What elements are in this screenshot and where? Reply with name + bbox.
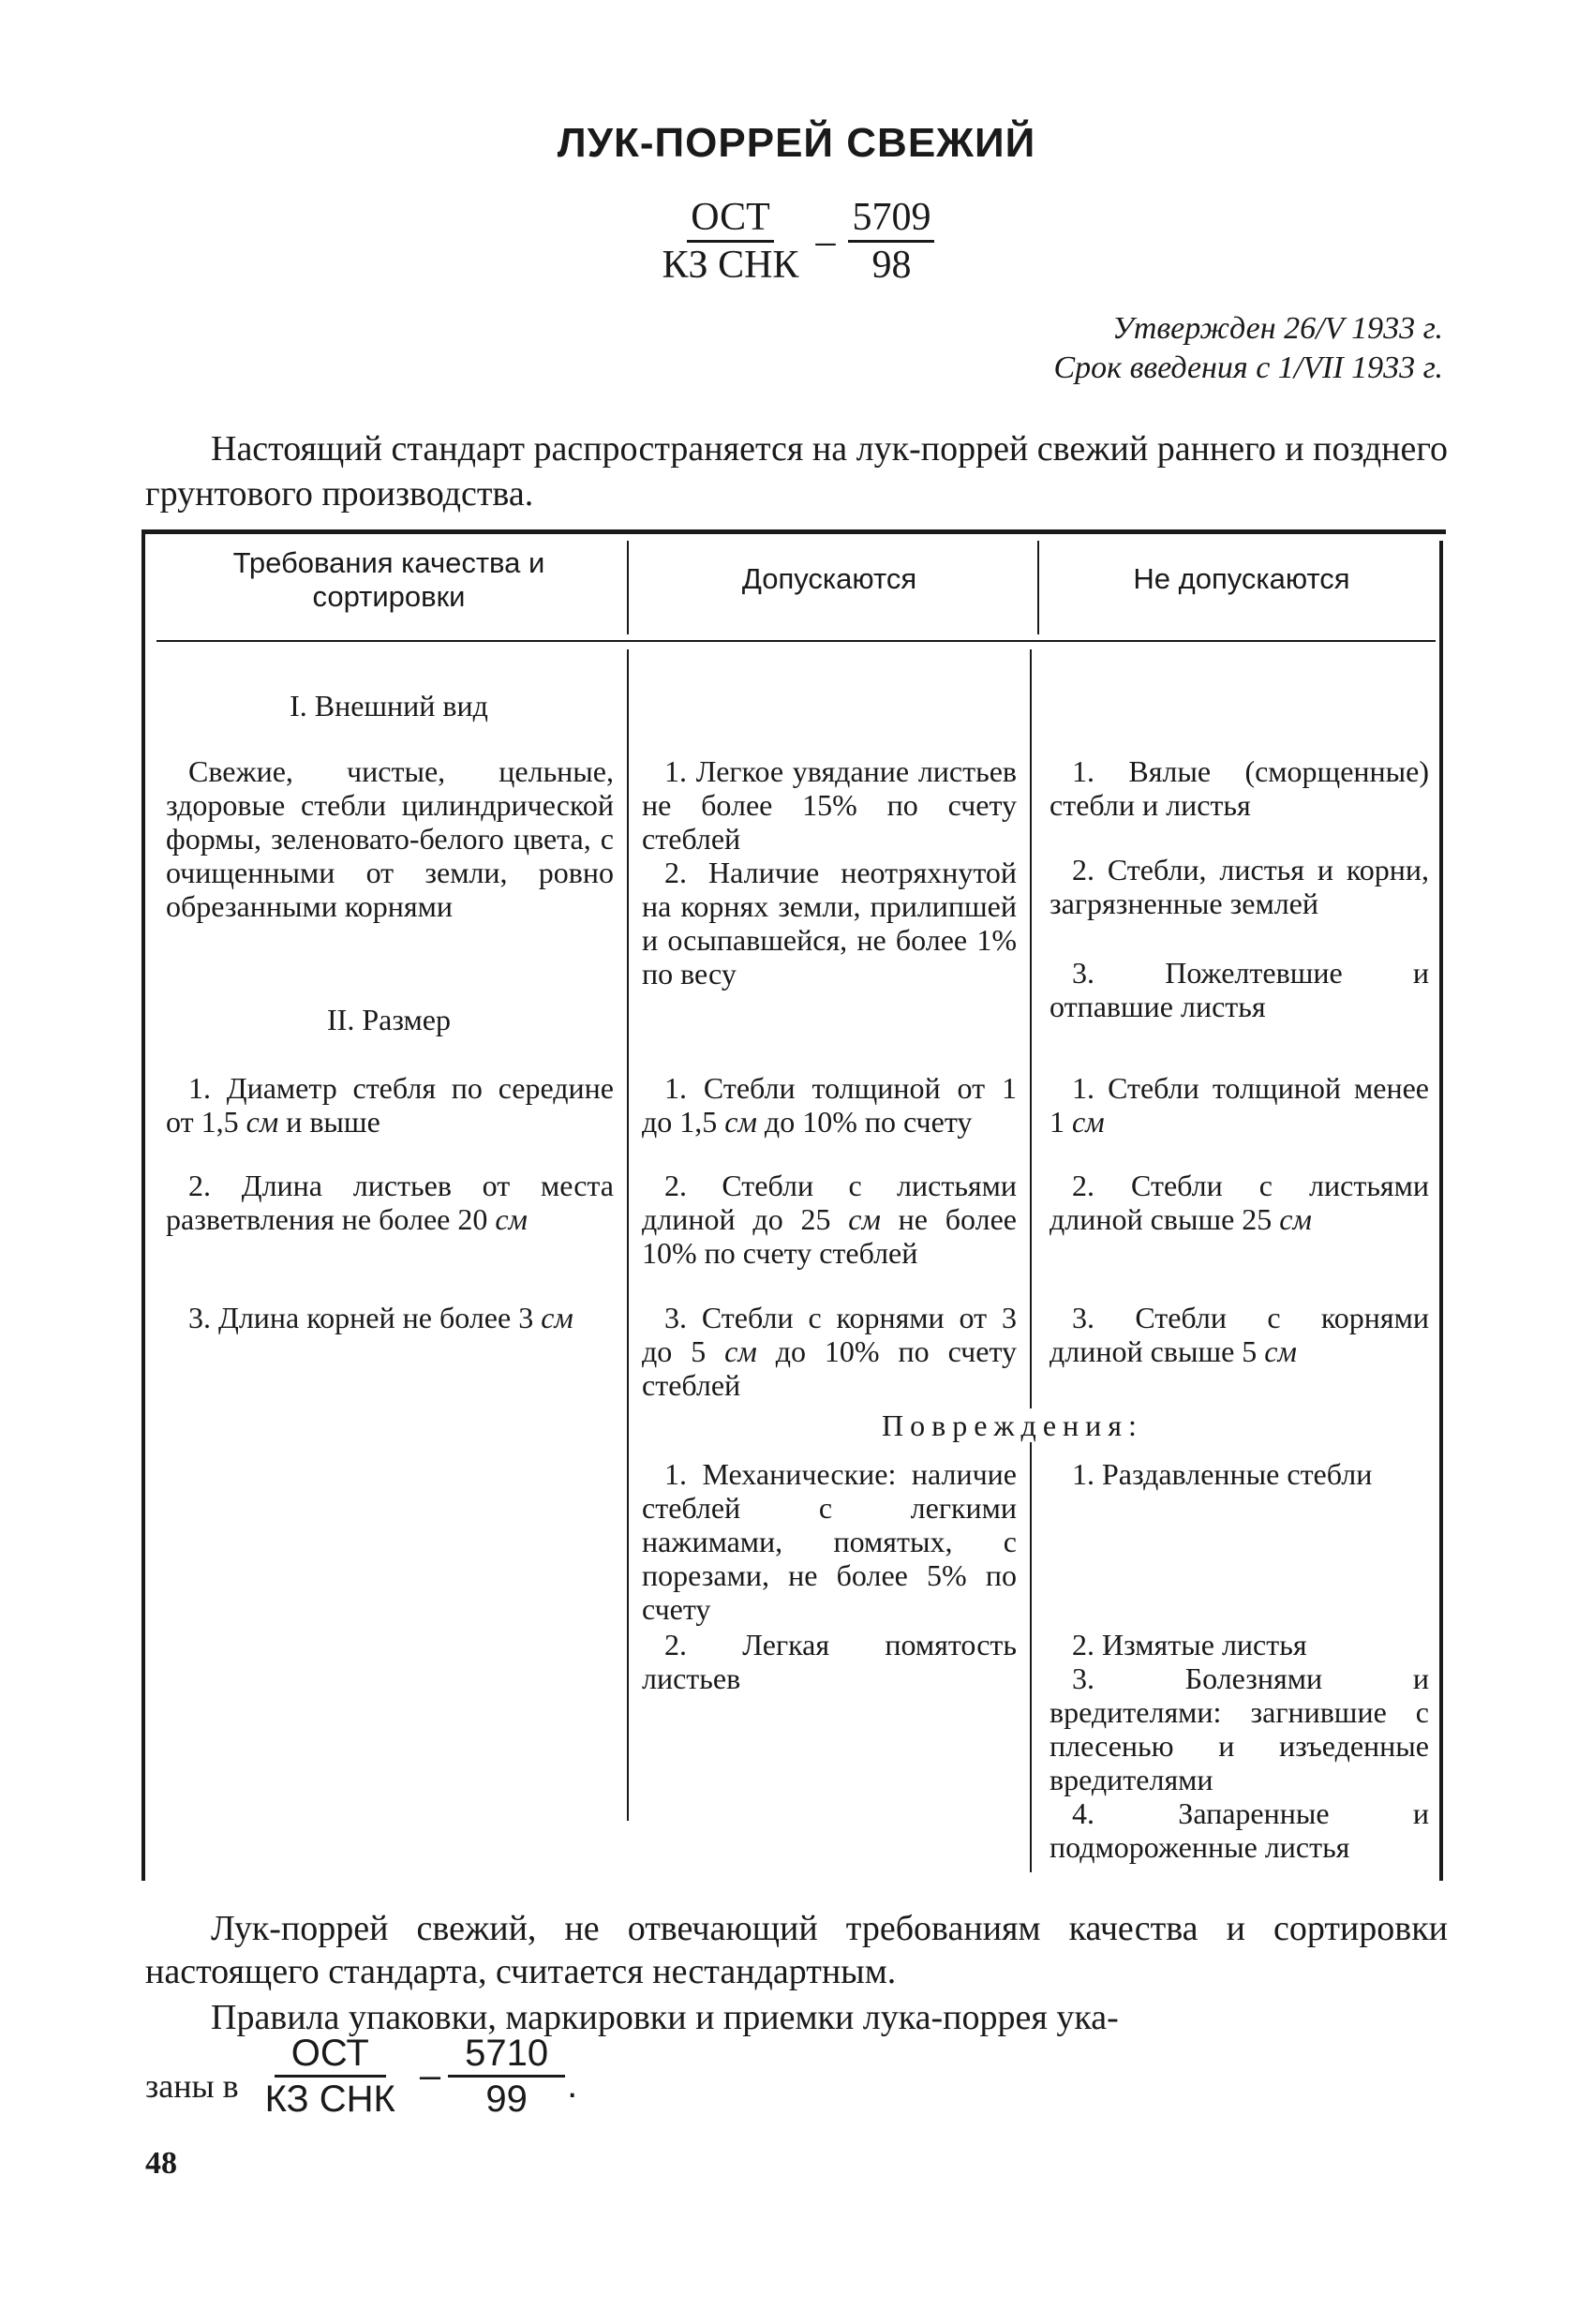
size-not-allowed-1-text: 1. Стебли толщиной менее 1 (1050, 1071, 1429, 1139)
table-column-divider-1 (627, 541, 629, 634)
reference-end: . (567, 2064, 578, 2106)
size-allowed-1-tail: до 10% по счету (756, 1105, 973, 1139)
reference-left-fraction (248, 2034, 412, 2119)
reference-right-fraction (448, 2034, 565, 2119)
size-allowed-3 (642, 1301, 1017, 1402)
table-column-divider-2b (1030, 649, 1032, 1872)
section-1-not-allowed-3: 3. Пожелтевшие и отпавшие листья (1050, 956, 1429, 1023)
size-not-allowed-1 (1050, 1071, 1429, 1139)
size-allowed-1 (642, 1071, 1017, 1139)
effective-date: Срок введения с 1/VII 1933 г. (1053, 350, 1443, 385)
section-1-allowed-2: 2. Наличие неотряхнутой на корнях земли, прилипшей и осыпавшейся, не более 1% по весу (642, 856, 1017, 991)
packaging-paragraph: Правила упаковки, маркировки и приемки лука-поррея ука- (211, 1998, 1119, 2037)
size-allowed-3-text: 3. Стебли с корнями от 3 до 5 (642, 1301, 1017, 1368)
damage-not-allowed-4: 4. Запаренные и подмороженные листья (1050, 1796, 1429, 1864)
section-2-title: II. Размер (327, 1003, 451, 1036)
standard-code-left-denominator: КЗ СНК (662, 244, 799, 288)
intro-paragraph: Настоящий стандарт распространяется на лук-поррей свежий раннего и позднего грунтового производства. (145, 429, 1448, 514)
damage-not-allowed-1: 1. Раздавленные стебли (1072, 1457, 1373, 1491)
quality-table (145, 529, 1443, 1884)
size-allowed-2-tail: не более 10% по счету стеблей (642, 1202, 1017, 1270)
size-requirement-3-text: 3. Длина корней не более 3 (188, 1301, 542, 1334)
packaging-standard-reference (145, 2034, 577, 2119)
damage-not-allowed-3: 3. Болезнями и вредителями: загнившие с плесенью и изъеденные вредителями (1050, 1661, 1429, 1796)
size-allowed-1-unit: см (724, 1105, 757, 1139)
size-requirement-3-unit: см (541, 1301, 573, 1334)
size-allowed-1-text: 1. Стебли толщиной от 1 до 1,5 (642, 1071, 1017, 1139)
size-requirement-1-text: 1. Диаметр стебля по середине от 1,5 (166, 1071, 614, 1139)
standard-code-left-fraction (659, 197, 803, 286)
size-not-allowed-3-text: 3. Стебли с корнями длиной свыше 5 (1050, 1301, 1429, 1368)
approval-date: Утвержден 26/V 1933 г. (1111, 311, 1443, 346)
reference-dash: – (419, 2055, 441, 2096)
size-allowed-2-unit: см (848, 1202, 881, 1236)
size-not-allowed-3 (1050, 1301, 1429, 1368)
reference-left-numerator: ОСТ (275, 2034, 386, 2078)
size-requirement-1 (166, 1071, 614, 1139)
size-requirement-3 (166, 1301, 614, 1334)
standard-code-left-numerator: ОСТ (687, 197, 774, 243)
section-1-title: I. Внешний вид (290, 689, 488, 723)
size-requirement-2-text: 2. Длина листьев от места разветвления не более 20 (166, 1169, 614, 1236)
standard-code-right-denominator: 98 (871, 244, 912, 288)
damage-allowed-2: 2. Легкая помятость листьев (642, 1628, 1017, 1695)
size-allowed-2-text: 2. Стебли с листьями длиной до 25 (642, 1169, 1017, 1236)
header-not-allowed: Не допускаются (1133, 562, 1350, 595)
nonstandard-paragraph: Лук-поррей свежий, не отвечающий требованиям качества и сортировки настоящего стандарта, считается нестандартным. (145, 1909, 1448, 1991)
size-not-allowed-3-unit: см (1264, 1334, 1297, 1368)
table-header-rule (156, 640, 1436, 642)
size-requirement-2-unit: см (495, 1202, 528, 1236)
section-1-allowed-1: 1. Легкое увядание листьев не более 15% по счету стеблей (642, 754, 1017, 856)
damage-allowed-1: 1. Механические: наличие стеблей с легкими нажимами, помятых, с порезами, не более 5% по счету (642, 1457, 1017, 1626)
damage-not-allowed-2: 2. Измятые листья (1072, 1628, 1307, 1661)
reference-right-denominator: 99 (485, 2078, 528, 2120)
size-allowed-3-tail: до 10% по счету стеблей (642, 1334, 1018, 1402)
standard-code-right-numerator: 5709 (848, 197, 934, 243)
section-1-not-allowed-1: 1. Вялые (сморщенные) стебли и листья (1050, 754, 1429, 822)
size-allowed-3-unit: см (724, 1334, 757, 1368)
table-column-divider-2 (1037, 541, 1039, 634)
header-requirements: Требования качества и сортировки (232, 546, 545, 613)
reference-right-numerator: 5710 (448, 2034, 565, 2078)
table-right-border (1439, 541, 1443, 1881)
table-top-rule (141, 529, 1446, 534)
standard-code (0, 197, 1593, 286)
size-not-allowed-2-unit: см (1279, 1202, 1312, 1236)
section-1-requirement: Свежие, чистые, цельные, здоровые стебли цилиндрической формы, зеленовато-белого цвета, с очищенными от земли, ровно обрезанными корнями (166, 754, 614, 923)
size-allowed-2 (642, 1169, 1017, 1270)
size-not-allowed-1-unit: см (1072, 1105, 1105, 1139)
size-requirement-1-unit: см (246, 1105, 279, 1139)
size-requirement-1-tail: и выше (278, 1105, 380, 1139)
size-requirement-2 (166, 1169, 614, 1236)
standard-code-right-fraction (848, 197, 934, 286)
section-1-not-allowed-2: 2. Стебли, листья и корни, загрязненные землей (1050, 853, 1429, 920)
size-not-allowed-2-text: 2. Стебли с листьями длиной свыше 25 (1050, 1169, 1429, 1236)
header-allowed: Допускаются (741, 562, 917, 595)
standard-code-dash: – (815, 219, 836, 263)
page-number: 48 (145, 2146, 177, 2181)
reference-left-denominator: КЗ СНК (264, 2078, 395, 2120)
table-left-border (141, 529, 145, 1881)
damage-title: Повреждения: (876, 1408, 1281, 1442)
table-column-divider-1b (627, 649, 629, 1821)
size-not-allowed-2 (1050, 1169, 1429, 1236)
reference-prefix: заны в (145, 2066, 239, 2105)
approval-info (1054, 309, 1444, 388)
document-title: ЛУК-ПОРРЕЙ СВЕЖИЙ (557, 120, 1036, 166)
